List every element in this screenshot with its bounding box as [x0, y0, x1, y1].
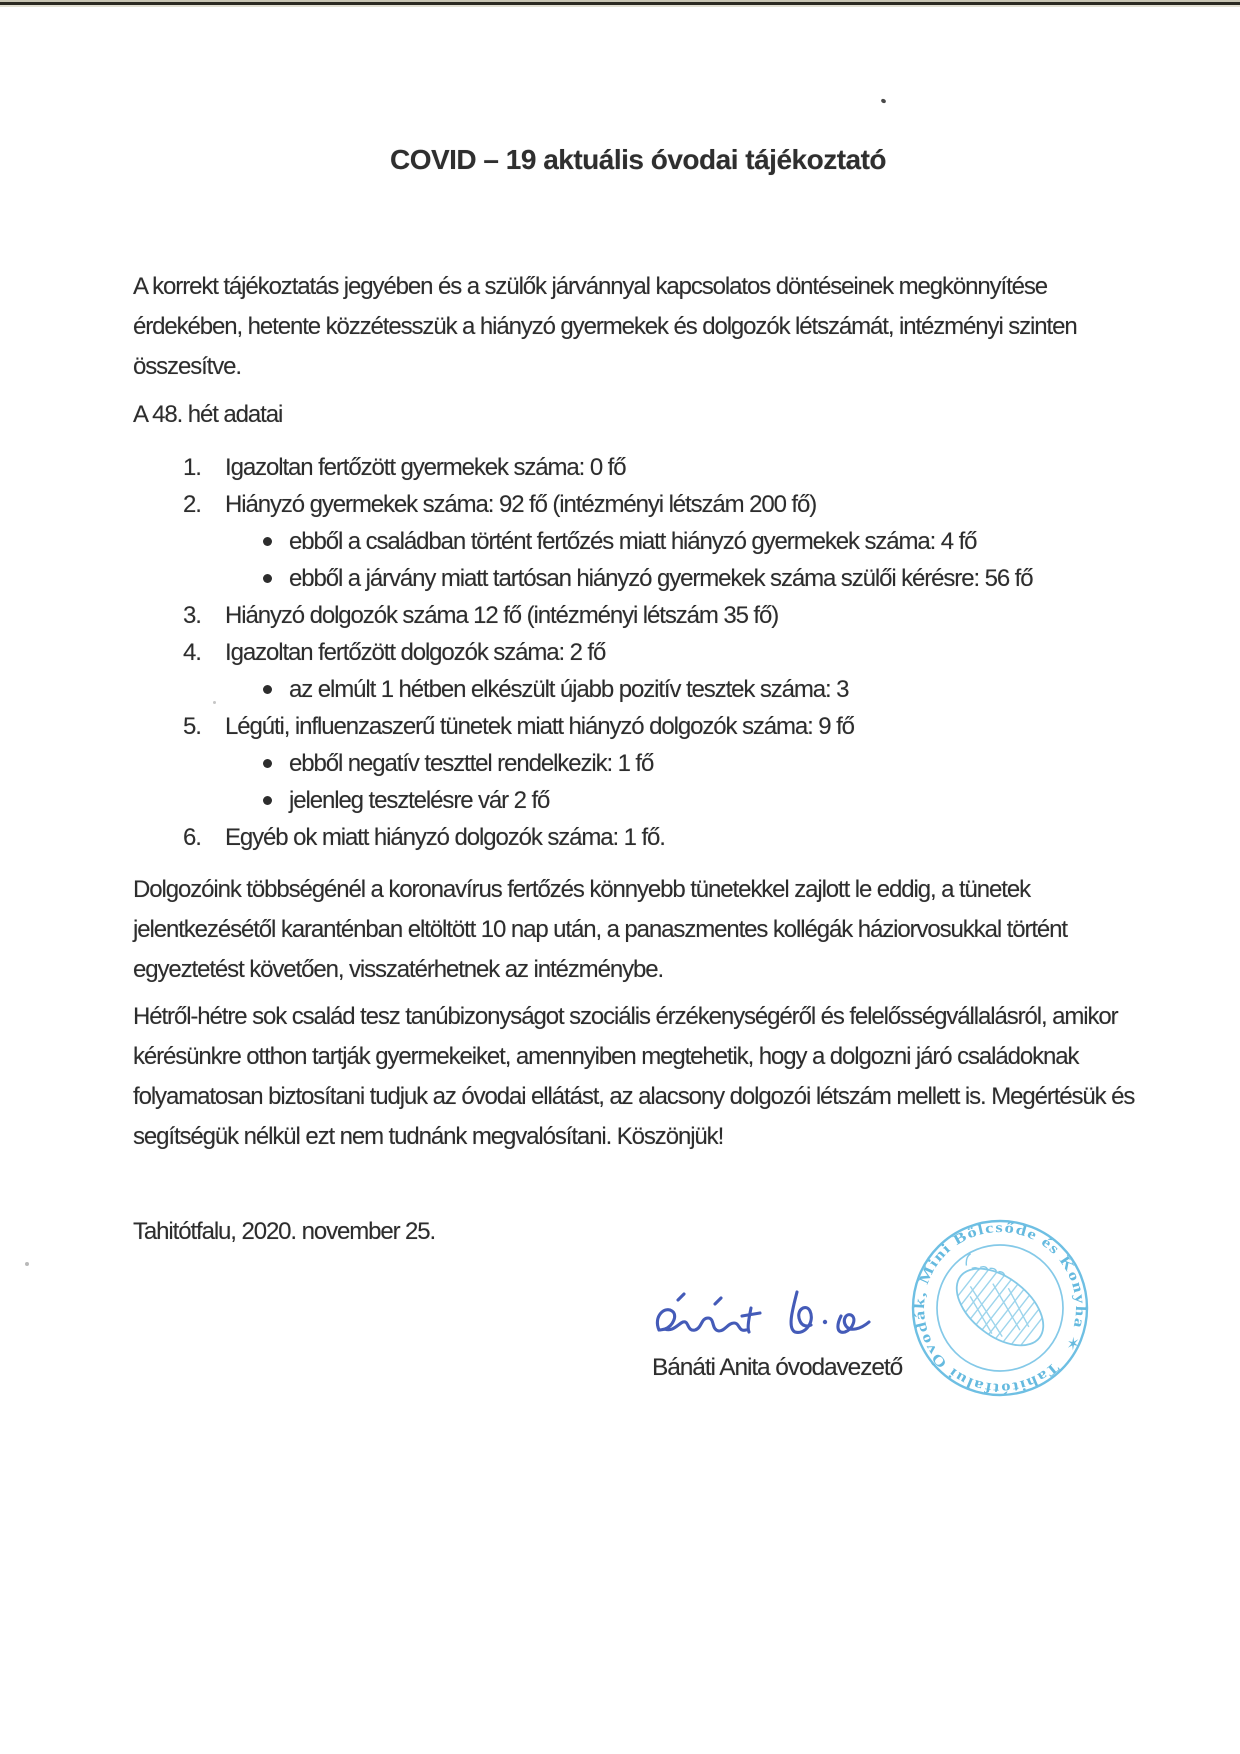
stats-list	[133, 449, 1143, 856]
document-body	[133, 0, 1143, 1252]
stat-subitem	[133, 560, 1143, 597]
signature-stroke	[838, 1315, 869, 1333]
week-heading: A 48. hét adatai	[133, 401, 283, 428]
bullet-icon	[263, 685, 272, 694]
stat-text: Légúti, influenzaszerű tünetek miatt hiányzó dolgozók száma: 9 fő	[225, 713, 854, 740]
stat-number: 2.	[183, 491, 201, 518]
stat-text: Igazoltan fertőzött dolgozók száma: 2 fő	[225, 639, 606, 666]
document-title: COVID – 19 aktuális óvodai tájékoztató	[389, 144, 887, 175]
dateline: Tahitótfalu, 2020. november 25.	[133, 1218, 436, 1245]
bullet-icon	[263, 537, 272, 546]
stat-subtext: jelenleg tesztelésre vár 2 fő	[289, 787, 550, 814]
stat-subtext: az elmúlt 1 hétben elkészült újabb pozitív tesztek száma: 3	[289, 676, 849, 703]
signature-stroke	[742, 1313, 760, 1316]
signer-name: Bánáti Anita óvodavezető	[652, 1354, 903, 1381]
signature-dot	[823, 1320, 827, 1324]
handwritten-signature	[640, 1280, 900, 1360]
thanks-paragraph: Hétről-hétre sok család tesz tanúbizonyságot szociális érzékenységéről és felelősségvállalásról, amikor kérésünkre otthon tartják gyermekeiket, amennyiben megtehetik, hogy a dolgozni járó családoknak folyamatosan biztosítani tudjuk az óvodai ellátást, az alacsony dolgozói létszám mellett is. Megértésük és segítségük nélkül ezt nem tudnánk megvalósítani. Köszönjük!	[133, 1003, 1135, 1150]
stat-subitem	[133, 782, 1143, 819]
scan-speck	[25, 1262, 29, 1266]
stat-text: Hiányzó dolgozók száma 12 fő (intézményi létszám 35 fő)	[225, 602, 779, 629]
stat-number: 4.	[183, 639, 201, 666]
stat-item-5	[133, 708, 1143, 745]
stat-subitem	[133, 523, 1143, 560]
signature-accent	[715, 1298, 721, 1304]
bullet-icon	[263, 759, 272, 768]
stat-number: 1.	[183, 454, 201, 481]
signature-accent	[678, 1294, 684, 1300]
stat-item-3	[133, 597, 1143, 634]
official-stamp	[900, 1208, 1100, 1408]
stat-item-4	[133, 634, 1143, 671]
stat-subtext: ebből negatív teszttel rendelkezik: 1 fő	[289, 750, 654, 777]
signature-stroke	[748, 1308, 751, 1332]
scan-speck	[213, 701, 216, 704]
stat-subtext: ebből a családban történt fertőzés miatt hiányzó gyermekek száma: 4 fő	[289, 528, 977, 555]
intro-paragraph: A korrekt tájékoztatás jegyében és a szülők járvánnyal kapcsolatos döntéseinek megkönnyítése érdekében, hetente közzétesszük a hiányzó gyermekek és dolgozók létszámát, intézményi szinten összesítve.	[133, 273, 1077, 380]
stat-subitem	[133, 745, 1143, 782]
recovery-paragraph: Dolgozóink többségénél a koronavírus fertőzés könnyebb tünetekkel zajlott le eddig, a tünetek jelentkezésétől karanténban eltöltött 10 nap után, a panaszmentes kollégák háziorvosukkal történt egyeztetést követően, visszatérhetnek az intézménybe.	[133, 876, 1067, 983]
stamp-ring-text: Tahitótfalui Óvodák, Mini Bölcsőde és Konyha ✶	[911, 1220, 1089, 1396]
stat-subtext: ebből a járvány miatt tartósan hiányzó gyermekek száma szülői kérésre: 56 fő	[289, 565, 1033, 592]
stamp-emblem	[938, 1249, 1058, 1360]
bullet-icon	[263, 574, 272, 583]
stat-item-2	[133, 486, 1143, 523]
stat-number: 6.	[183, 824, 201, 851]
stat-number: 5.	[183, 713, 201, 740]
stat-number: 3.	[183, 602, 201, 629]
bullet-icon	[263, 796, 272, 805]
stat-subitem	[133, 671, 1143, 708]
stat-item-1	[133, 449, 1143, 486]
stat-item-6	[133, 819, 1143, 856]
stat-text: Egyéb ok miatt hiányzó dolgozók száma: 1 fő.	[225, 824, 665, 851]
stat-text: Igazoltan fertőzött gyermekek száma: 0 fő	[225, 454, 626, 481]
stat-text: Hiányzó gyermekek száma: 92 fő (intézményi létszám 200 fő)	[225, 491, 817, 518]
signature-stroke	[791, 1292, 811, 1332]
signature-stroke	[657, 1310, 746, 1331]
